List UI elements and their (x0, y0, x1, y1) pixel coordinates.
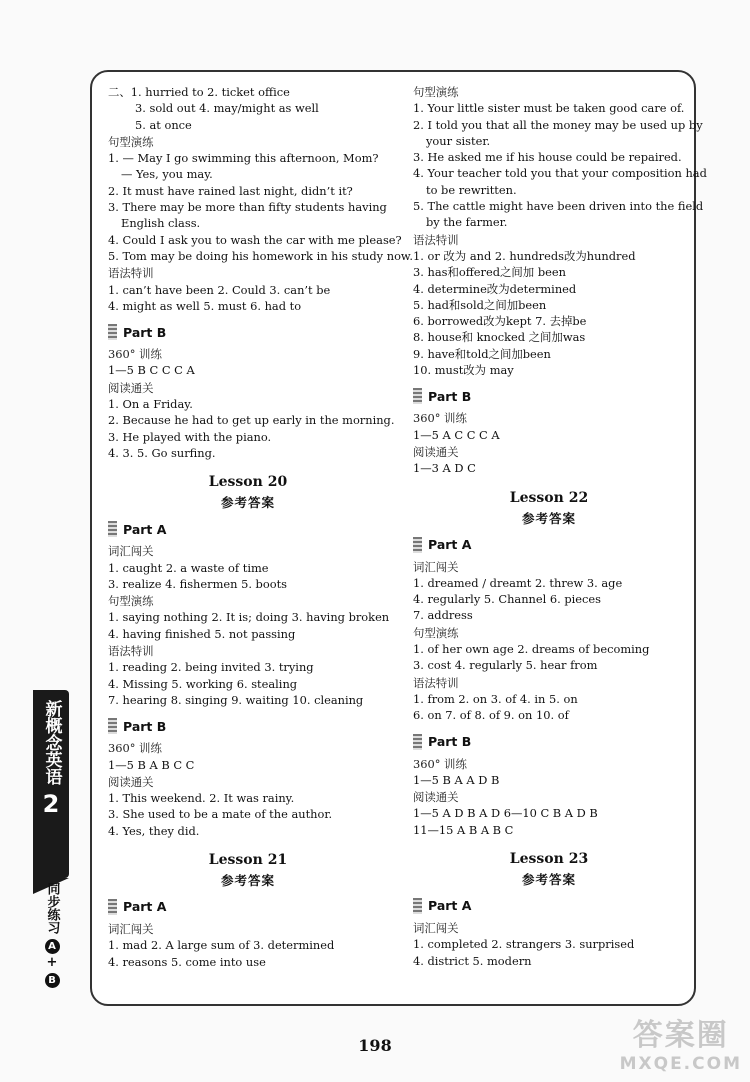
part-b-label: Part B (413, 387, 685, 405)
section-heading: 阅读通关 (108, 380, 154, 395)
left-column (108, 84, 413, 970)
answer-line: 3. sold out 4. may/might as well (135, 101, 319, 116)
answer-line: 1. Your little sister must be taken good care of. (413, 101, 685, 116)
section-heading: 360° 训练 (413, 756, 467, 771)
lesson-title: Lesson 20 (208, 474, 288, 491)
plus-sign: + (46, 955, 58, 970)
answer-line: 1—5 A D B A D 6—10 C B A D B (413, 806, 598, 821)
answer-line: 1—5 B C C C A (108, 363, 195, 378)
answer-line: by the farmer. (426, 215, 508, 230)
answer-line: 4. reasons 5. come into use (108, 954, 266, 969)
answer-line: 3. realize 4. fishermen 5. boots (108, 576, 287, 591)
answer-line: 5. had和sold之间加been (413, 297, 547, 312)
section-heading: 语法特训 (413, 675, 459, 690)
part-marker-icon (108, 899, 117, 915)
answer-line: 1. or 改为 and 2. hundreds改为hundred (413, 248, 636, 263)
answer-line: 2. It must have rained last night, didn’t it? (108, 183, 353, 198)
section-heading: 句型演练 (108, 594, 154, 609)
section-heading: 阅读通关 (413, 790, 459, 805)
answer-line: 1. saying nothing 2. It is; doing 3. having broken (108, 610, 390, 625)
answer-line: 4. Your teacher told you that your composition had (413, 166, 707, 181)
answer-line: 2. I told you that all the money may be used up by (413, 117, 703, 132)
book-subtitle (40, 882, 64, 988)
answer-line: 5. The cattle might have been driven into the field (413, 199, 704, 214)
answer-line: 4. determine改为determined (413, 281, 577, 296)
reference-answers-heading: 参考答案 (521, 871, 576, 887)
book-title-tab (33, 690, 69, 878)
answer-line: 4. district 5. modern (413, 953, 532, 968)
book-volume: 2 (42, 790, 60, 818)
part-b-label: Part B (108, 323, 388, 341)
book-subtitle-text: 同步练习 (44, 882, 60, 934)
answer-line: 3. He played with the piano. (108, 429, 272, 444)
part-marker-icon (108, 521, 117, 537)
part-marker-icon (413, 734, 422, 750)
answer-line: 1—5 A C C C A (413, 427, 500, 442)
answer-line: 1. caught 2. a waste of time (108, 560, 269, 575)
watermark-logo (620, 1010, 742, 1074)
answer-line: 7. address (413, 608, 473, 623)
answer-line: 10. must改为 may (413, 363, 514, 378)
reference-answers-heading: 参考答案 (220, 872, 275, 888)
section-heading: 词汇闯关 (413, 920, 459, 935)
part-a-label: Part A (413, 536, 685, 554)
section-heading: 阅读通关 (413, 444, 459, 459)
answer-line: 4. Missing 5. working 6. stealing (108, 676, 298, 691)
lesson-title: Lesson 21 (208, 851, 288, 868)
answer-line: 9. have和told之间加been (413, 346, 551, 361)
b-badge-icon: B (45, 973, 60, 988)
answer-line: 1. — May I go swimming this afternoon, Mom? (108, 151, 379, 166)
answer-line: 3. She used to be a mate of the author. (108, 807, 333, 822)
part-a-label: Part A (108, 898, 388, 916)
section-heading: 句型演练 (413, 85, 459, 99)
answer-line: 1. dreamed / dreamt 2. threw 3. age (413, 575, 623, 590)
section-heading: 360° 训练 (413, 411, 467, 426)
answer-line: 3. has和offered之间加 been (413, 265, 566, 280)
right-column (413, 84, 707, 969)
a-badge-icon: A (45, 939, 60, 954)
answer-line: 4. 3. 5. Go surfing. (108, 445, 216, 460)
answer-line: 3. He asked me if his house could be repaired. (413, 150, 682, 165)
answer-line: — Yes, you may. (121, 167, 213, 182)
answer-line: 1. mad 2. A large sum of 3. determined (108, 938, 335, 953)
part-a-label: Part A (413, 897, 685, 915)
answer-line: 8. house和 knocked 之间加was (413, 330, 586, 345)
book-title-text: 新概念英语 (41, 700, 62, 785)
answer-line: 1. This weekend. 2. It was rainy. (108, 791, 295, 806)
section-heading: 语法特训 (108, 644, 154, 659)
answer-line: 1. can’t have been 2. Could 3. can’t be (108, 282, 331, 297)
answer-line: 7. hearing 8. singing 9. waiting 10. cleaning (108, 692, 364, 707)
answer-line: 4. having finished 5. not passing (108, 626, 296, 641)
answer-line: 二、1. hurried to 2. ticket office (108, 85, 290, 99)
answer-line: 11—15 A B A B C (413, 822, 514, 837)
part-marker-icon (413, 537, 422, 553)
answer-line: 4. Yes, they did. (108, 823, 200, 838)
section-heading: 句型演练 (108, 134, 154, 149)
answer-line: 1. from 2. on 3. of 4. in 5. on (413, 691, 578, 706)
answer-line: 2. Because he had to get up early in the morning. (108, 413, 395, 428)
part-marker-icon (413, 898, 422, 914)
part-marker-icon (108, 718, 117, 734)
book-title (33, 700, 69, 785)
lesson-title: Lesson 22 (509, 489, 589, 506)
answer-line: 4. might as well 5. must 6. had to (108, 298, 302, 313)
section-heading: 语法特训 (108, 266, 154, 281)
answer-line: 1. reading 2. being invited 3. trying (108, 660, 314, 675)
watermark-text: 答案圈 (632, 1018, 729, 1053)
answer-line: 6. on 7. of 8. of 9. on 10. of (413, 708, 569, 723)
page-number: 198 (358, 1036, 392, 1055)
answer-line: 3. There may be more than fifty students having (108, 200, 387, 215)
lesson-title: Lesson 23 (509, 850, 589, 867)
answer-line: 1. of her own age 2. dreams of becoming (413, 642, 650, 657)
part-b-label: Part B (108, 717, 388, 735)
section-heading: 词汇闯关 (108, 544, 154, 559)
answer-line: 6. borrowed改为kept 7. 去掉be (413, 314, 587, 329)
reference-answers-heading: 参考答案 (220, 495, 275, 511)
reference-answers-heading: 参考答案 (521, 510, 576, 526)
answer-line: 4. regularly 5. Channel 6. pieces (413, 592, 602, 607)
answer-line: 4. Could I ask you to wash the car with me please? (108, 232, 402, 247)
answer-line: English class. (121, 216, 201, 231)
answer-line: 1—5 B A B C C (108, 757, 195, 772)
answer-line: 5. Tom may be doing his homework in his study now. (108, 248, 413, 263)
watermark-url: MXQE.COM (619, 1054, 742, 1074)
answer-line: 5. at once (135, 117, 192, 132)
answer-line: 1. completed 2. strangers 3. surprised (413, 937, 635, 952)
part-marker-icon (413, 388, 422, 404)
answer-line: your sister. (426, 133, 491, 148)
part-a-label: Part A (108, 520, 388, 538)
answer-line: to be rewritten. (426, 182, 517, 197)
part-b-label: Part B (413, 733, 685, 751)
section-heading: 阅读通关 (108, 774, 154, 789)
part-marker-icon (108, 324, 117, 340)
section-heading: 句型演练 (413, 625, 459, 640)
answer-line: 3. cost 4. regularly 5. hear from (413, 658, 598, 673)
section-heading: 360° 训练 (108, 741, 162, 756)
section-heading: 词汇闯关 (108, 921, 154, 936)
answer-line: 1—3 A D C (413, 461, 476, 476)
section-heading: 词汇闯关 (413, 559, 459, 574)
section-heading: 360° 训练 (108, 347, 162, 362)
answer-line: 1—5 B A A D B (413, 772, 500, 787)
section-heading: 语法特训 (413, 232, 459, 247)
answer-line: 1. On a Friday. (108, 397, 193, 412)
